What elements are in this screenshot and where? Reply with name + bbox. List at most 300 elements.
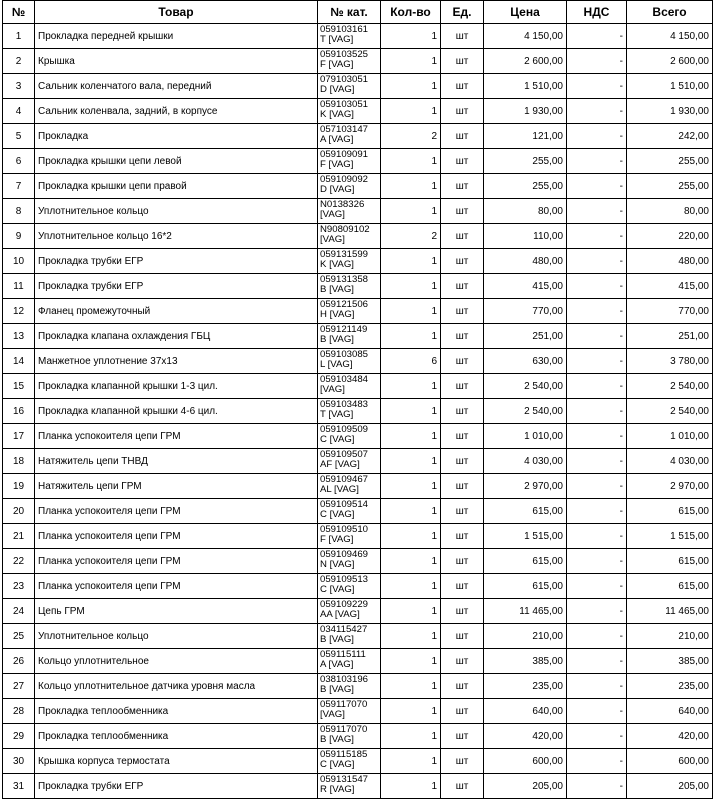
row-price: 615,00 xyxy=(484,574,567,599)
table-row xyxy=(3,224,713,249)
row-total: 2 600,00 xyxy=(627,49,713,74)
row-quantity: 1 xyxy=(381,749,441,774)
row-total: 255,00 xyxy=(627,149,713,174)
row-catalog-number xyxy=(318,449,381,474)
row-unit: шт xyxy=(441,524,484,549)
catalog-number-line-2: F [VAG] xyxy=(320,59,354,70)
table-header-row xyxy=(3,1,713,24)
table-row xyxy=(3,299,713,324)
row-vat: - xyxy=(567,399,627,424)
row-item-name: Уплотнительное кольцо xyxy=(35,199,318,224)
row-unit: шт xyxy=(441,324,484,349)
row-price: 615,00 xyxy=(484,499,567,524)
row-total: 1 515,00 xyxy=(627,524,713,549)
row-unit: шт xyxy=(441,24,484,49)
row-unit: шт xyxy=(441,599,484,624)
table-row xyxy=(3,24,713,49)
row-item-name: Фланец промежуточный xyxy=(35,299,318,324)
catalog-number-line-2: A [VAG] xyxy=(320,134,354,145)
row-vat: - xyxy=(567,49,627,74)
row-catalog-number xyxy=(318,699,381,724)
row-unit: шт xyxy=(441,624,484,649)
row-unit: шт xyxy=(441,724,484,749)
row-item-name: Прокладка трубки ЕГР xyxy=(35,274,318,299)
row-total: 220,00 xyxy=(627,224,713,249)
row-total: 4 150,00 xyxy=(627,24,713,49)
row-vat: - xyxy=(567,449,627,474)
row-total: 420,00 xyxy=(627,724,713,749)
row-total: 600,00 xyxy=(627,749,713,774)
row-unit: шт xyxy=(441,149,484,174)
row-number: 28 xyxy=(3,699,35,724)
row-vat: - xyxy=(567,549,627,574)
row-quantity: 1 xyxy=(381,674,441,699)
row-catalog-number xyxy=(318,49,381,74)
row-total: 385,00 xyxy=(627,649,713,674)
row-price: 11 465,00 xyxy=(484,599,567,624)
table-row xyxy=(3,274,713,299)
table-row xyxy=(3,474,713,499)
catalog-number-line-1: 059131599 xyxy=(320,249,369,260)
row-total: 205,00 xyxy=(627,774,713,799)
row-price: 1 510,00 xyxy=(484,74,567,99)
row-total: 4 030,00 xyxy=(627,449,713,474)
row-item-name: Прокладка теплообменника xyxy=(35,724,318,749)
row-unit: шт xyxy=(441,274,484,299)
invoice-table-wrapper xyxy=(2,0,713,799)
row-catalog-number xyxy=(318,249,381,274)
row-vat: - xyxy=(567,624,627,649)
row-price: 205,00 xyxy=(484,774,567,799)
row-number: 16 xyxy=(3,399,35,424)
row-quantity: 1 xyxy=(381,299,441,324)
header-item: Товар xyxy=(35,1,318,24)
row-vat: - xyxy=(567,349,627,374)
catalog-number-line-2: B [VAG] xyxy=(320,634,354,645)
row-price: 420,00 xyxy=(484,724,567,749)
table-row xyxy=(3,524,713,549)
table-row xyxy=(3,74,713,99)
catalog-number-line-2: D [VAG] xyxy=(320,84,355,95)
catalog-number-line-1: 059115111 xyxy=(320,649,366,660)
row-item-name: Кольцо уплотнительное xyxy=(35,649,318,674)
catalog-number-line-1: 059117070 xyxy=(320,699,368,710)
catalog-number-line-1: 057103147 xyxy=(320,124,369,135)
catalog-number-line-2: C [VAG] xyxy=(320,584,355,595)
row-price: 4 030,00 xyxy=(484,449,567,474)
catalog-number-line-1: 059103161 xyxy=(320,24,369,35)
row-total: 2 540,00 xyxy=(627,374,713,399)
row-price: 1 930,00 xyxy=(484,99,567,124)
row-number: 24 xyxy=(3,599,35,624)
row-quantity: 6 xyxy=(381,349,441,374)
table-row xyxy=(3,249,713,274)
row-catalog-number xyxy=(318,199,381,224)
row-number: 30 xyxy=(3,749,35,774)
row-vat: - xyxy=(567,324,627,349)
row-unit: шт xyxy=(441,99,484,124)
catalog-number-line-1: 059131358 xyxy=(320,274,369,285)
row-catalog-number xyxy=(318,24,381,49)
row-item-name: Сальник коленчатого вала, передний xyxy=(35,74,318,99)
row-total: 2 970,00 xyxy=(627,474,713,499)
row-number: 8 xyxy=(3,199,35,224)
row-catalog-number xyxy=(318,324,381,349)
row-quantity: 1 xyxy=(381,199,441,224)
row-unit: шт xyxy=(441,499,484,524)
row-quantity: 1 xyxy=(381,49,441,74)
row-price: 2 540,00 xyxy=(484,374,567,399)
row-quantity: 1 xyxy=(381,174,441,199)
catalog-number-line-1: 059109467 xyxy=(320,474,369,485)
row-unit: шт xyxy=(441,774,484,799)
row-unit: шт xyxy=(441,224,484,249)
row-total: 615,00 xyxy=(627,574,713,599)
row-unit: шт xyxy=(441,649,484,674)
row-unit: шт xyxy=(441,574,484,599)
row-item-name: Прокладка клапанной крышки 1-3 цил. xyxy=(35,374,318,399)
row-number: 27 xyxy=(3,674,35,699)
catalog-number-line-2: [VAG] xyxy=(320,709,345,720)
table-row xyxy=(3,324,713,349)
row-vat: - xyxy=(567,599,627,624)
catalog-number-line-1: 059121506 xyxy=(320,299,369,310)
row-catalog-number xyxy=(318,599,381,624)
row-total: 640,00 xyxy=(627,699,713,724)
catalog-number-line-1: 059131547 xyxy=(320,774,369,785)
row-vat: - xyxy=(567,699,627,724)
table-row xyxy=(3,99,713,124)
row-price: 600,00 xyxy=(484,749,567,774)
catalog-number-line-1: 038103196 xyxy=(320,674,369,685)
row-number: 25 xyxy=(3,624,35,649)
table-row xyxy=(3,674,713,699)
row-quantity: 1 xyxy=(381,24,441,49)
row-vat: - xyxy=(567,474,627,499)
row-price: 480,00 xyxy=(484,249,567,274)
row-item-name: Прокладка xyxy=(35,124,318,149)
header-total: Всего xyxy=(627,1,713,24)
row-quantity: 1 xyxy=(381,624,441,649)
catalog-number-line-2: [VAG] xyxy=(320,384,345,395)
table-row xyxy=(3,174,713,199)
row-number: 19 xyxy=(3,474,35,499)
row-catalog-number xyxy=(318,99,381,124)
row-catalog-number xyxy=(318,299,381,324)
row-catalog-number xyxy=(318,649,381,674)
catalog-number-line-2: T [VAG] xyxy=(320,409,354,420)
row-item-name: Цепь ГРМ xyxy=(35,599,318,624)
row-catalog-number xyxy=(318,399,381,424)
row-vat: - xyxy=(567,99,627,124)
table-row xyxy=(3,399,713,424)
row-unit: шт xyxy=(441,49,484,74)
catalog-number-line-1: 059117070 xyxy=(320,724,368,735)
catalog-number-line-1: N90809102 xyxy=(320,224,370,235)
catalog-number-line-1: 059103525 xyxy=(320,49,369,60)
row-price: 640,00 xyxy=(484,699,567,724)
row-price: 2 600,00 xyxy=(484,49,567,74)
row-number: 9 xyxy=(3,224,35,249)
row-item-name: Прокладка клапанной крышки 4-6 цил. xyxy=(35,399,318,424)
catalog-number-line-1: 059109092 xyxy=(320,174,369,185)
row-item-name: Кольцо уплотнительное датчика уровня масла xyxy=(35,674,318,699)
row-quantity: 1 xyxy=(381,374,441,399)
row-catalog-number xyxy=(318,374,381,399)
row-number: 22 xyxy=(3,549,35,574)
catalog-number-line-1: 059109507 xyxy=(320,449,369,460)
row-unit: шт xyxy=(441,349,484,374)
row-catalog-number xyxy=(318,574,381,599)
catalog-number-line-1: N0138326 xyxy=(320,199,365,210)
table-row xyxy=(3,724,713,749)
row-quantity: 1 xyxy=(381,499,441,524)
row-quantity: 1 xyxy=(381,649,441,674)
row-total: 3 780,00 xyxy=(627,349,713,374)
row-item-name: Планка успокоителя цепи ГРМ xyxy=(35,424,318,449)
catalog-number-line-2: C [VAG] xyxy=(320,759,355,770)
row-price: 2 540,00 xyxy=(484,399,567,424)
header-catalog-number: № кат. xyxy=(318,1,381,24)
row-vat: - xyxy=(567,174,627,199)
row-number: 5 xyxy=(3,124,35,149)
row-item-name: Планка успокоителя цепи ГРМ xyxy=(35,499,318,524)
row-vat: - xyxy=(567,224,627,249)
row-number: 2 xyxy=(3,49,35,74)
catalog-number-line-2: F [VAG] xyxy=(320,159,354,170)
row-total: 615,00 xyxy=(627,549,713,574)
catalog-number-line-1: 059103484 xyxy=(320,374,369,385)
row-catalog-number xyxy=(318,674,381,699)
row-unit: шт xyxy=(441,374,484,399)
row-item-name: Прокладка крышки цепи левой xyxy=(35,149,318,174)
row-total: 770,00 xyxy=(627,299,713,324)
row-catalog-number xyxy=(318,349,381,374)
row-price: 121,00 xyxy=(484,124,567,149)
row-vat: - xyxy=(567,124,627,149)
row-number: 4 xyxy=(3,99,35,124)
row-number: 21 xyxy=(3,524,35,549)
row-vat: - xyxy=(567,299,627,324)
catalog-number-line-2: AA [VAG] xyxy=(320,609,360,620)
row-vat: - xyxy=(567,274,627,299)
row-total: 80,00 xyxy=(627,199,713,224)
row-unit: шт xyxy=(441,749,484,774)
row-price: 110,00 xyxy=(484,224,567,249)
catalog-number-line-2: AL [VAG] xyxy=(320,484,359,495)
row-total: 415,00 xyxy=(627,274,713,299)
row-item-name: Крышка корпуса термостата xyxy=(35,749,318,774)
catalog-number-line-1: 059103085 xyxy=(320,349,369,360)
row-catalog-number xyxy=(318,424,381,449)
row-catalog-number xyxy=(318,174,381,199)
row-vat: - xyxy=(567,524,627,549)
catalog-number-line-1: 079103051 xyxy=(320,74,369,85)
row-item-name: Прокладка крышки цепи правой xyxy=(35,174,318,199)
row-vat: - xyxy=(567,424,627,449)
catalog-number-line-1: 059115185 xyxy=(320,749,368,760)
row-number: 26 xyxy=(3,649,35,674)
row-price: 1 515,00 xyxy=(484,524,567,549)
catalog-number-line-2: N [VAG] xyxy=(320,559,355,570)
row-vat: - xyxy=(567,649,627,674)
row-quantity: 1 xyxy=(381,424,441,449)
row-quantity: 1 xyxy=(381,774,441,799)
row-number: 1 xyxy=(3,24,35,49)
row-quantity: 2 xyxy=(381,224,441,249)
row-quantity: 1 xyxy=(381,449,441,474)
row-total: 255,00 xyxy=(627,174,713,199)
row-vat: - xyxy=(567,74,627,99)
catalog-number-line-1: 059109509 xyxy=(320,424,369,435)
row-item-name: Планка успокоителя цепи ГРМ xyxy=(35,574,318,599)
row-catalog-number xyxy=(318,549,381,574)
row-price: 1 010,00 xyxy=(484,424,567,449)
row-vat: - xyxy=(567,749,627,774)
row-item-name: Прокладка трубки ЕГР xyxy=(35,249,318,274)
row-number: 14 xyxy=(3,349,35,374)
row-unit: шт xyxy=(441,74,484,99)
table-row xyxy=(3,749,713,774)
row-vat: - xyxy=(567,374,627,399)
row-unit: шт xyxy=(441,249,484,274)
row-vat: - xyxy=(567,249,627,274)
row-number: 6 xyxy=(3,149,35,174)
row-vat: - xyxy=(567,24,627,49)
catalog-number-line-2: D [VAG] xyxy=(320,184,355,195)
row-number: 7 xyxy=(3,174,35,199)
catalog-number-line-2: B [VAG] xyxy=(320,734,354,745)
header-unit: Ед. xyxy=(441,1,484,24)
row-number: 20 xyxy=(3,499,35,524)
table-row xyxy=(3,199,713,224)
row-price: 255,00 xyxy=(484,149,567,174)
row-unit: шт xyxy=(441,449,484,474)
table-row xyxy=(3,574,713,599)
row-item-name: Манжетное уплотнение 37x13 xyxy=(35,349,318,374)
row-vat: - xyxy=(567,149,627,174)
row-catalog-number xyxy=(318,474,381,499)
row-unit: шт xyxy=(441,699,484,724)
row-quantity: 1 xyxy=(381,274,441,299)
row-price: 210,00 xyxy=(484,624,567,649)
row-price: 385,00 xyxy=(484,649,567,674)
header-price: Цена xyxy=(484,1,567,24)
table-row xyxy=(3,374,713,399)
catalog-number-line-2: AF [VAG] xyxy=(320,459,360,470)
catalog-number-line-2: K [VAG] xyxy=(320,109,354,120)
row-unit: шт xyxy=(441,124,484,149)
row-quantity: 1 xyxy=(381,574,441,599)
row-vat: - xyxy=(567,199,627,224)
table-row xyxy=(3,624,713,649)
row-catalog-number xyxy=(318,624,381,649)
row-vat: - xyxy=(567,574,627,599)
catalog-number-line-2: F [VAG] xyxy=(320,534,354,545)
row-total: 11 465,00 xyxy=(627,599,713,624)
row-total: 2 540,00 xyxy=(627,399,713,424)
row-total: 235,00 xyxy=(627,674,713,699)
table-row xyxy=(3,49,713,74)
table-row xyxy=(3,424,713,449)
row-number: 12 xyxy=(3,299,35,324)
row-item-name: Прокладка трубки ЕГР xyxy=(35,774,318,799)
catalog-number-line-1: 034115427 xyxy=(320,624,368,635)
row-quantity: 1 xyxy=(381,724,441,749)
row-item-name: Планка успокоителя цепи ГРМ xyxy=(35,549,318,574)
row-price: 4 150,00 xyxy=(484,24,567,49)
catalog-number-line-1: 059103051 xyxy=(320,99,369,110)
row-unit: шт xyxy=(441,199,484,224)
catalog-number-line-2: B [VAG] xyxy=(320,684,354,695)
catalog-number-line-2: T [VAG] xyxy=(320,34,354,45)
row-total: 615,00 xyxy=(627,499,713,524)
row-number: 15 xyxy=(3,374,35,399)
row-vat: - xyxy=(567,674,627,699)
catalog-number-line-1: 059103483 xyxy=(320,399,369,410)
row-quantity: 1 xyxy=(381,99,441,124)
header-vat: НДС xyxy=(567,1,627,24)
row-quantity: 1 xyxy=(381,699,441,724)
table-row xyxy=(3,774,713,799)
row-catalog-number xyxy=(318,149,381,174)
row-total: 210,00 xyxy=(627,624,713,649)
catalog-number-line-2: [VAG] xyxy=(320,209,345,220)
catalog-number-line-2: A [VAG] xyxy=(320,659,354,670)
catalog-number-line-1: 059109513 xyxy=(320,574,369,585)
row-quantity: 1 xyxy=(381,524,441,549)
row-price: 80,00 xyxy=(484,199,567,224)
row-quantity: 1 xyxy=(381,149,441,174)
row-number: 18 xyxy=(3,449,35,474)
row-number: 23 xyxy=(3,574,35,599)
row-number: 17 xyxy=(3,424,35,449)
row-total: 480,00 xyxy=(627,249,713,274)
row-quantity: 1 xyxy=(381,74,441,99)
row-vat: - xyxy=(567,774,627,799)
row-price: 770,00 xyxy=(484,299,567,324)
row-unit: шт xyxy=(441,424,484,449)
row-total: 251,00 xyxy=(627,324,713,349)
row-item-name: Сальник коленвала, задний, в корпусе xyxy=(35,99,318,124)
catalog-number-line-1: 059109091 xyxy=(320,149,369,160)
catalog-number-line-2: C [VAG] xyxy=(320,509,355,520)
row-item-name: Крышка xyxy=(35,49,318,74)
row-catalog-number xyxy=(318,774,381,799)
table-row xyxy=(3,699,713,724)
row-quantity: 1 xyxy=(381,249,441,274)
row-catalog-number xyxy=(318,74,381,99)
row-total: 1 010,00 xyxy=(627,424,713,449)
row-price: 2 970,00 xyxy=(484,474,567,499)
row-quantity: 1 xyxy=(381,399,441,424)
row-price: 630,00 xyxy=(484,349,567,374)
row-unit: шт xyxy=(441,674,484,699)
catalog-number-line-1: 059109514 xyxy=(320,499,369,510)
invoice-table xyxy=(2,0,713,799)
row-unit: шт xyxy=(441,549,484,574)
row-price: 251,00 xyxy=(484,324,567,349)
row-unit: шт xyxy=(441,174,484,199)
catalog-number-line-1: 059109229 xyxy=(320,599,369,610)
catalog-number-line-2: K [VAG] xyxy=(320,259,354,270)
row-unit: шт xyxy=(441,474,484,499)
catalog-number-line-2: B [VAG] xyxy=(320,284,354,295)
row-unit: шт xyxy=(441,299,484,324)
row-item-name: Планка успокоителя цепи ГРМ xyxy=(35,524,318,549)
table-row xyxy=(3,449,713,474)
row-item-name: Прокладка клапана охлаждения ГБЦ xyxy=(35,324,318,349)
